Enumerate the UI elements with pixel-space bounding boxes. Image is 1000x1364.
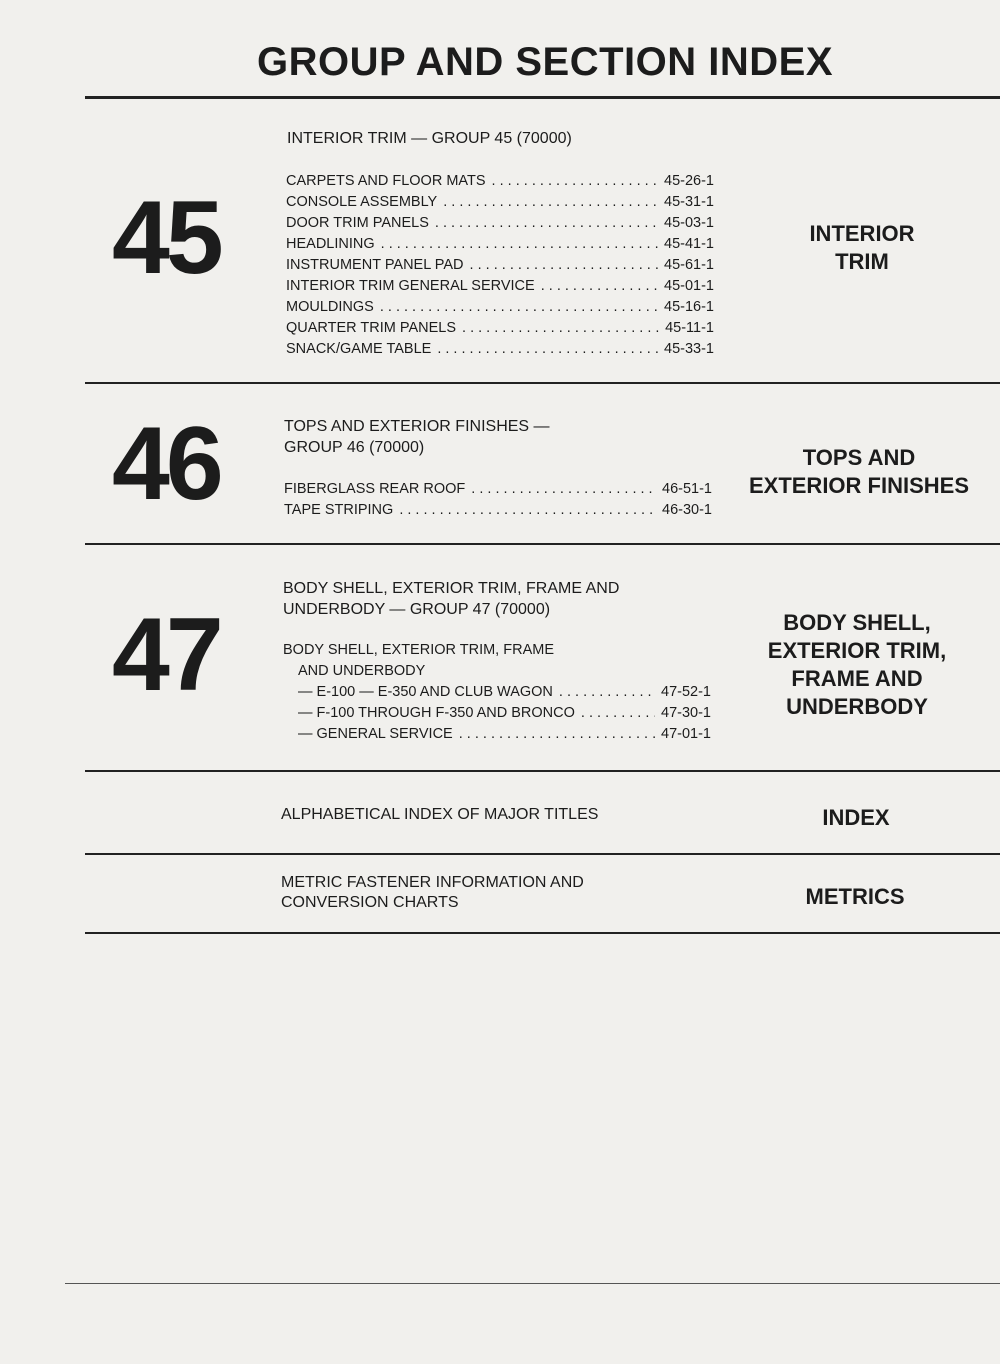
divider — [85, 96, 1000, 99]
index-entry[interactable]: DOOR TRIM PANELS . . . 45-03-1 — [286, 213, 714, 234]
divider — [65, 1283, 1000, 1284]
group-title: INTERIOR TRIM — GROUP 45 (70000) — [287, 130, 572, 147]
entry-list — [286, 171, 714, 360]
index-entry[interactable]: CONSOLE ASSEMBLY . . . 45-31-1 — [286, 192, 714, 213]
index-entry[interactable]: INSTRUMENT PANEL PAD . . . 45-61-1 — [286, 255, 714, 276]
index-entry[interactable]: — E-100 — E-350 AND CLUB WAGON . . . 47-52-1 — [283, 682, 711, 703]
index-section-title[interactable]: ALPHABETICAL INDEX OF MAJOR TITLES — [281, 806, 599, 823]
index-entry[interactable]: CARPETS AND FLOOR MATS . . . 45-26-1 — [286, 171, 714, 192]
section-tab-label[interactable]: METRICS — [805, 884, 905, 909]
page-title: GROUP AND SECTION INDEX — [256, 40, 833, 84]
section-tab-label[interactable]: INTERIOR TRIM — [809, 221, 915, 274]
index-entry[interactable]: SNACK/GAME TABLE . . . 45-33-1 — [286, 339, 714, 360]
entry-subheading: AND UNDERBODY — [298, 663, 426, 679]
entry-list — [283, 640, 711, 745]
metrics-section-title[interactable]: METRIC FASTENER INFORMATION AND CONVERSION CHARTS — [281, 874, 584, 911]
entry-subheading: BODY SHELL, EXTERIOR TRIM, FRAME — [283, 642, 554, 658]
index-entry[interactable]: TAPE STRIPING . . . 46-30-1 — [284, 500, 712, 521]
group-title: TOPS AND EXTERIOR FINISHES — GROUP 46 (70000) — [284, 418, 550, 456]
section-tab-label[interactable]: INDEX — [822, 805, 890, 830]
divider — [85, 770, 1000, 772]
divider — [85, 543, 1000, 545]
index-entry[interactable]: MOULDINGS . . . 45-16-1 — [286, 297, 714, 318]
divider — [85, 853, 1000, 855]
index-entry[interactable]: QUARTER TRIM PANELS . . . 45-11-1 — [286, 318, 714, 339]
group-number: 46 — [112, 406, 220, 522]
index-entry[interactable]: FIBERGLASS REAR ROOF . . . 46-51-1 — [284, 479, 712, 500]
group-number: 45 — [112, 180, 220, 296]
divider — [85, 382, 1000, 384]
section-tab-label[interactable]: TOPS AND EXTERIOR FINISHES — [748, 445, 970, 498]
index-entry[interactable]: HEADLINING . . . 45-41-1 — [286, 234, 714, 255]
index-entry[interactable]: — F-100 THROUGH F-350 AND BRONCO . . . 47-30-1 — [283, 703, 711, 724]
group-number: 47 — [112, 597, 220, 713]
entry-list — [284, 479, 712, 521]
divider — [85, 932, 1000, 934]
group-title: BODY SHELL, EXTERIOR TRIM, FRAME AND UNDERBODY — GROUP 47 (70000) — [283, 580, 620, 618]
index-entry[interactable]: — GENERAL SERVICE . . . 47-01-1 — [283, 724, 711, 745]
index-entry[interactable]: INTERIOR TRIM GENERAL SERVICE . . . 45-01-1 — [286, 276, 714, 297]
section-tab-label[interactable]: BODY SHELL, EXTERIOR TRIM, FRAME AND UNDERBODY — [767, 610, 947, 719]
